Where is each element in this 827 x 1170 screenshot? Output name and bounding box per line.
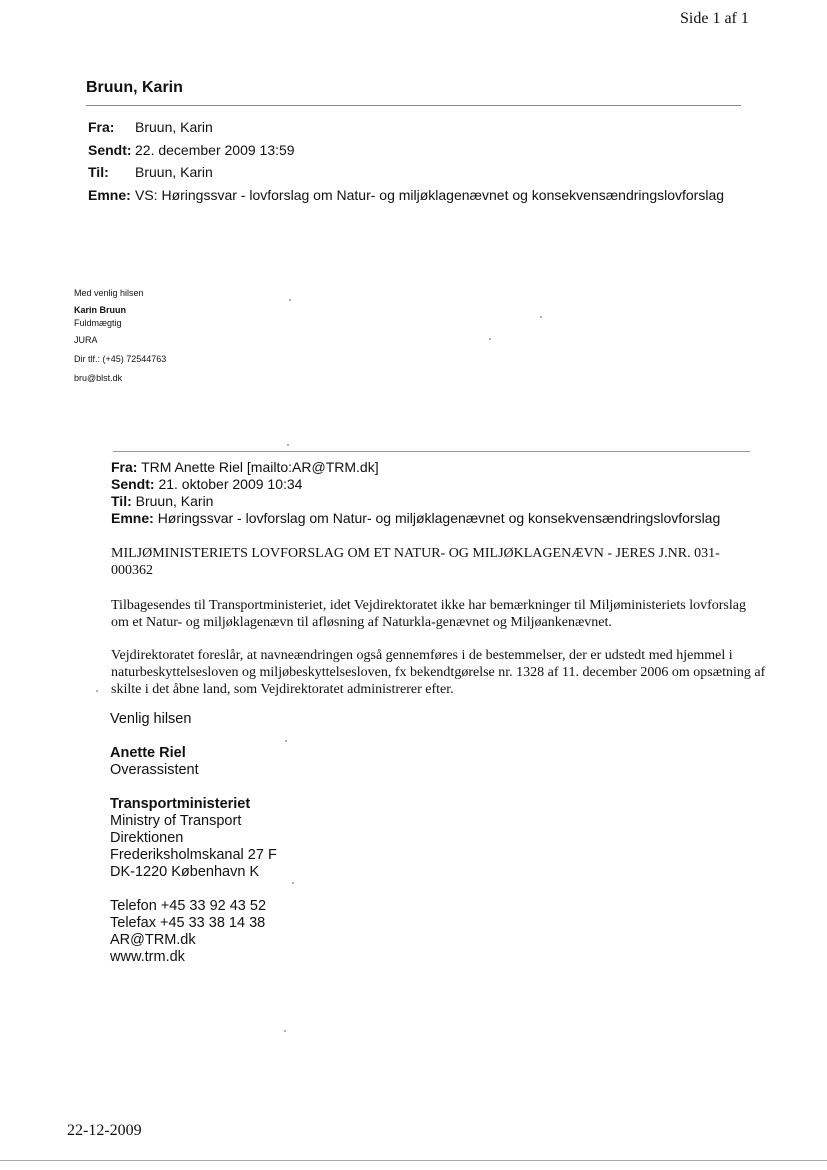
inner-email-headers	[111, 459, 720, 527]
letter-paragraph-2: Vejdirektoratet foreslår, at navneændringen også gennemføres i de bestemmelser, der er udstedt med hjemmel i naturbeskyttelsesloven og miljøbeskyttelsesloven, fx bekendtgørelse nr. 1328 af 11. december 2006 om opsætning af skilte i det åbne land, som Vejdirektoratet administrerer efter.	[111, 648, 766, 697]
scan-speck	[289, 299, 291, 301]
inner-header-row-subject	[111, 510, 720, 527]
header-key: Til:	[88, 164, 109, 180]
header-row-sent	[88, 139, 724, 162]
header-row-from	[88, 116, 724, 139]
scan-speck	[540, 316, 542, 318]
signature-greeting: Med venlig hilsen	[74, 288, 144, 298]
scan-speck	[287, 444, 289, 446]
header-key: Sendt:	[88, 141, 132, 158]
closing: Venlig hilsen	[110, 711, 192, 727]
header-value: Bruun, Karin	[135, 164, 213, 180]
header-value: TRM Anette Riel [mailto:AR@TRM.dk]	[141, 459, 379, 475]
header-value: 21. oktober 2009 10:34	[158, 476, 303, 492]
signature-block	[74, 285, 166, 387]
signature-phone: Dir tlf.: (+45) 72544763	[74, 354, 167, 364]
letter-paragraph-1: Tilbagesendes til Transportministeriet, idet Vejdirektoratet ikke har bemærkninger til Miljøministeriets lovforslag om et Natur- og miljøklagenævn til afløsning af Naturkla-genævnet og Miljøankenævnet.	[111, 598, 746, 630]
scan-speck	[96, 690, 98, 692]
header-value: VS: Høringssvar - lovforslag om Natur- og miljøklagenævnet og konsekvensændringslovforslag	[135, 186, 725, 203]
scan-speck	[489, 338, 491, 340]
sender-name: Anette Riel	[110, 745, 186, 761]
header-key: Fra:	[88, 119, 115, 135]
header-key: Til:	[111, 493, 132, 509]
inner-header-row-to	[111, 493, 720, 510]
header-key: Emne:	[88, 186, 131, 203]
header-divider	[86, 105, 741, 106]
contact-fax: Telefax +45 33 38 14 38	[110, 915, 266, 931]
inner-header-row-from	[111, 459, 720, 476]
contact-phone: Telefon +45 33 92 43 52	[110, 898, 267, 914]
header-key: Emne:	[111, 510, 154, 526]
signature-name: Karin Bruun	[74, 305, 127, 315]
signature-email: bru@blst.dk	[74, 373, 123, 383]
signature-department: JURA	[74, 335, 98, 345]
organization-name: Transportministeriet	[110, 796, 251, 812]
header-value: Høringssvar - lovforslag om Natur- og miljøklagenævnet og konsekvensændringslovforslag	[157, 510, 721, 526]
forward-divider	[113, 451, 750, 452]
header-value: 22. december 2009 13:59	[135, 141, 295, 158]
header-key: Sendt:	[111, 476, 155, 492]
inner-header-row-sent	[111, 476, 720, 493]
header-row-subject	[88, 184, 724, 207]
print-date: 22-12-2009	[67, 1122, 142, 1139]
signature-title: Fuldmægtig	[74, 318, 122, 328]
scan-speck	[292, 882, 294, 884]
org-line: DK-1220 København K	[110, 864, 260, 880]
scan-speck	[284, 1030, 286, 1032]
header-value: Bruun, Karin	[135, 119, 213, 135]
contact-email-link[interactable]: AR@TRM.dk	[110, 932, 196, 948]
org-line: Ministry of Transport	[110, 813, 242, 829]
page-label: Side 1 af 1	[680, 10, 749, 27]
header-row-to	[88, 161, 724, 184]
sender-job-title: Overassistent	[110, 762, 199, 778]
sender-title: Bruun, Karin	[86, 79, 183, 96]
sender-contact-block	[110, 711, 277, 966]
letter-subject: MILJØMINISTERIETS LOVFORSLAG OM ET NATUR- OG MILJØKLAGENÆVN - JERES J.NR. 031-000362	[111, 546, 720, 578]
outer-email-headers	[88, 116, 724, 206]
header-value: Bruun, Karin	[135, 493, 214, 509]
header-key: Fra:	[111, 459, 138, 475]
org-line: Frederiksholmskanal 27 F	[110, 847, 277, 863]
contact-website-link[interactable]: www.trm.dk	[110, 949, 185, 965]
org-line: Direktionen	[110, 830, 184, 846]
scan-speck	[285, 740, 287, 742]
page-bottom-edge	[0, 1160, 827, 1161]
